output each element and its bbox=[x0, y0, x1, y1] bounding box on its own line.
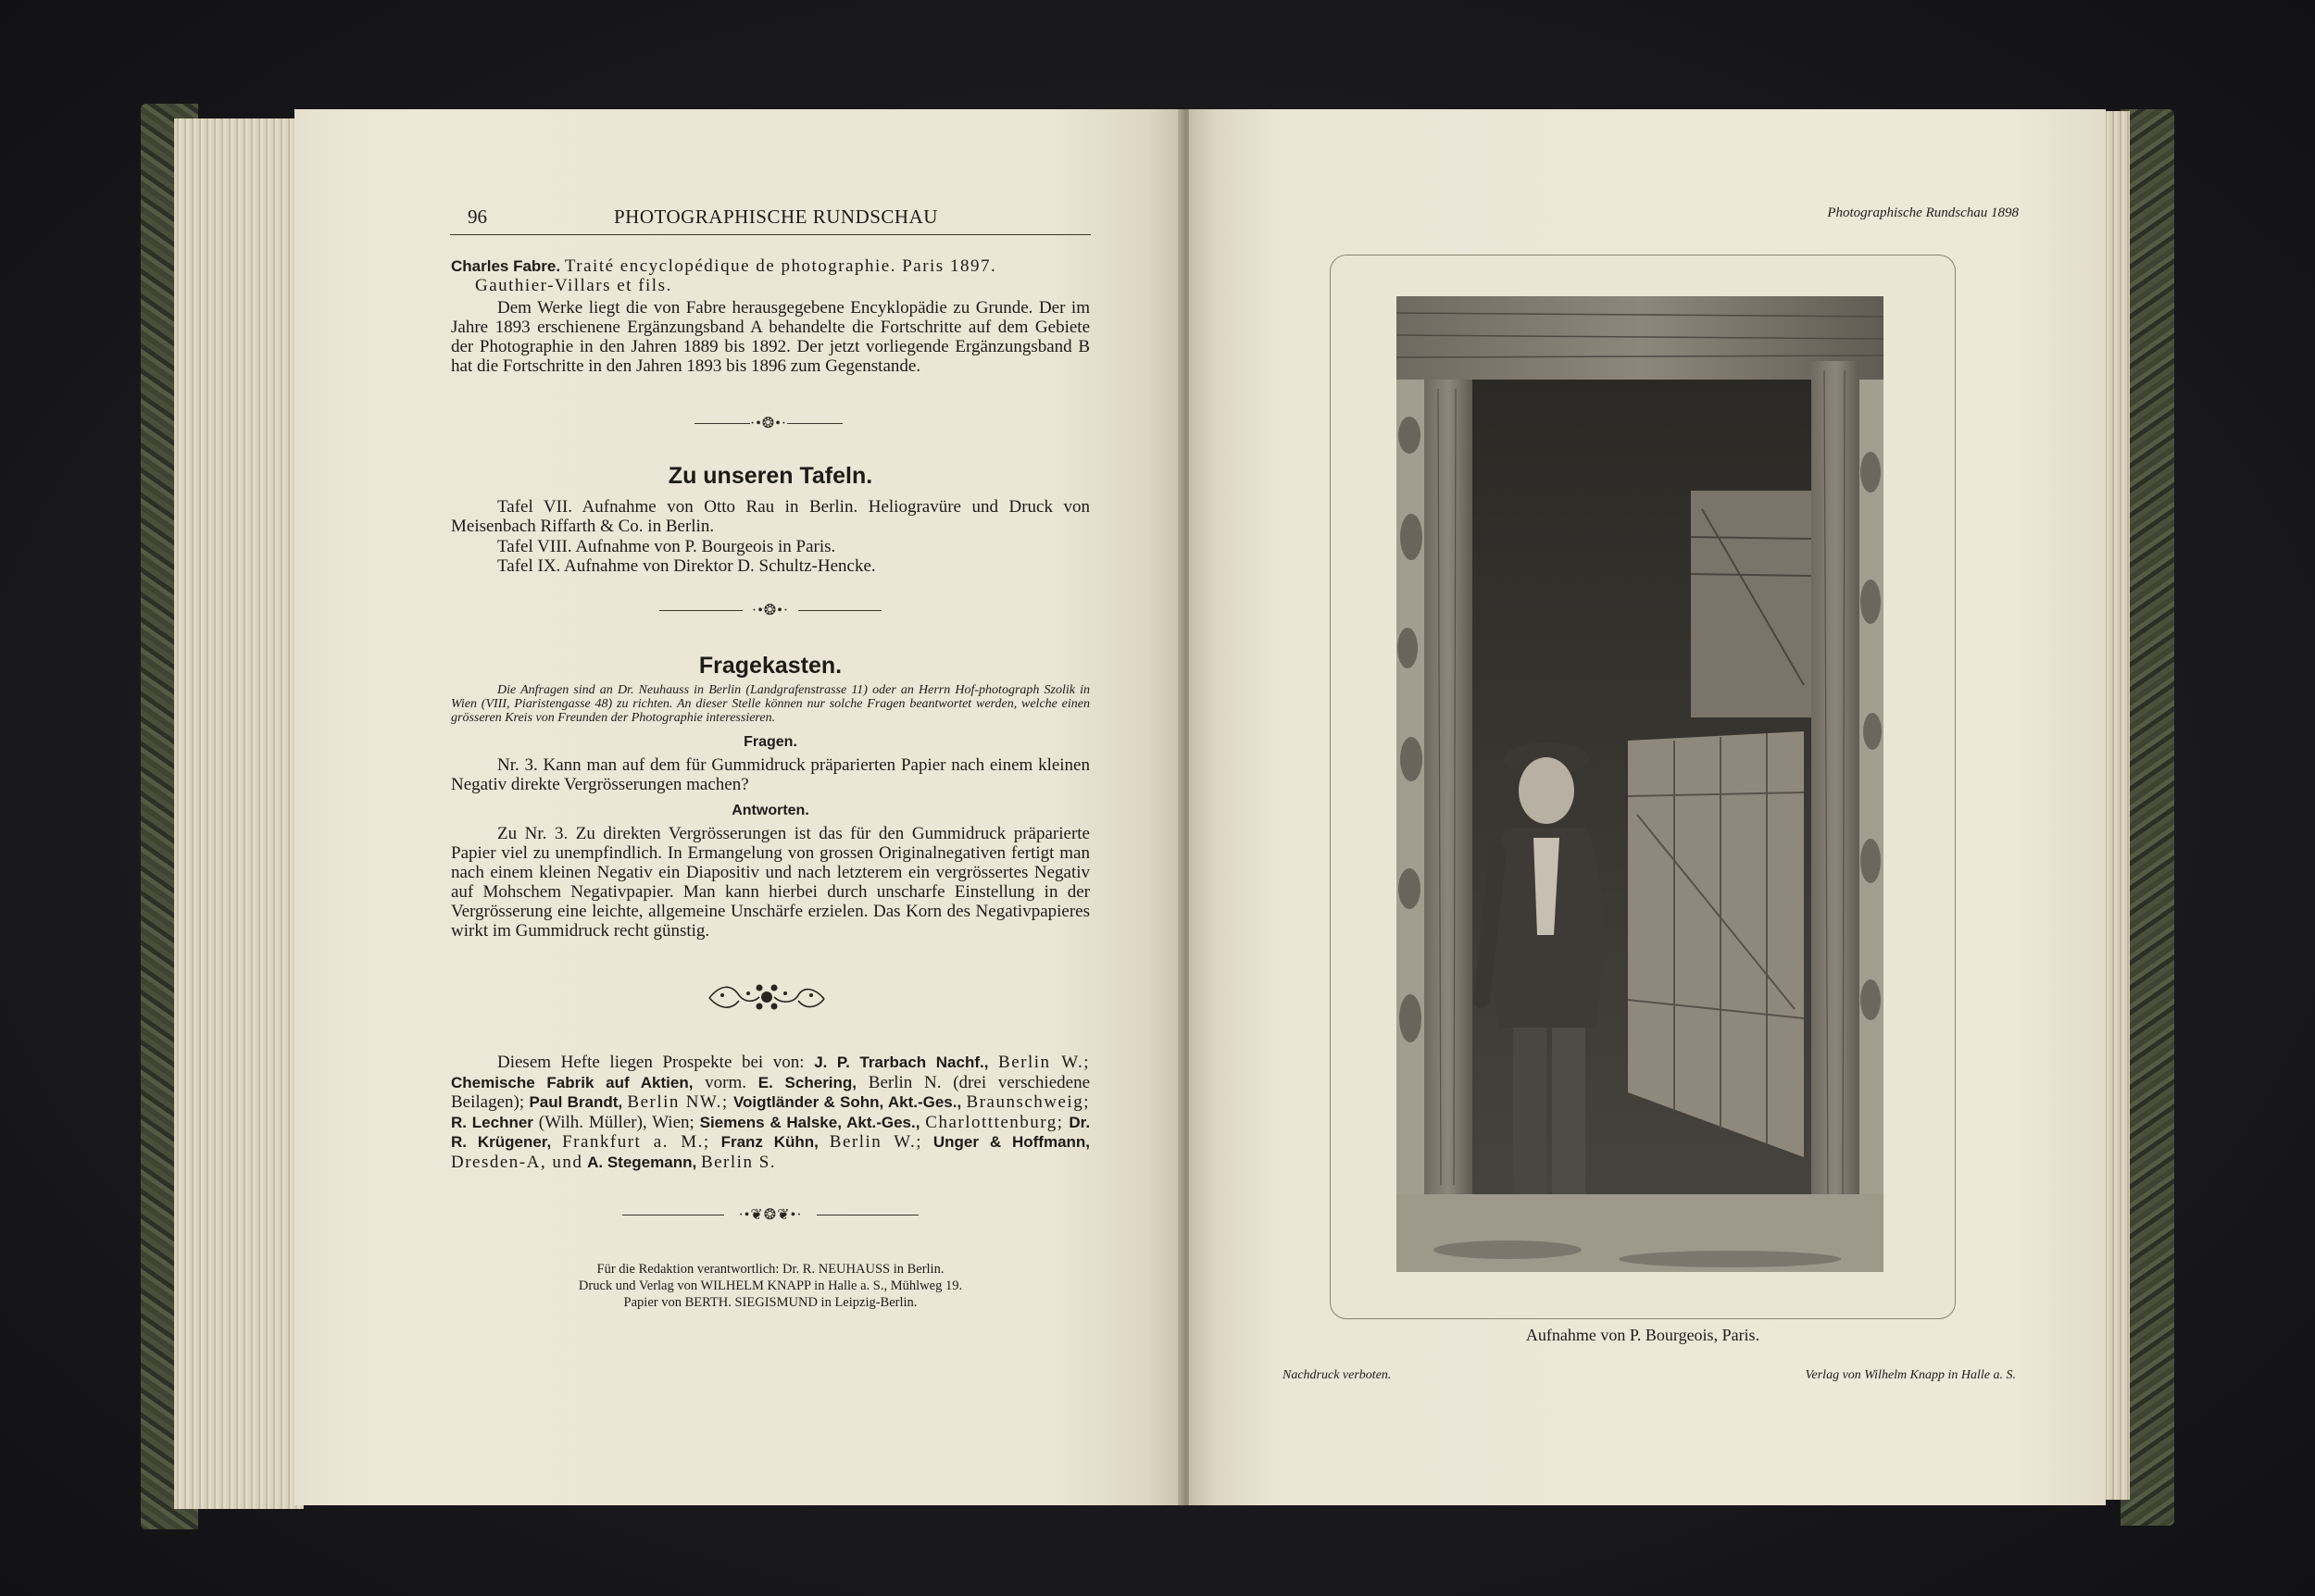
imprint-line-paper: Papier von BERTH. SIEGISMUND in Leipzig-Berlin. bbox=[623, 1295, 918, 1310]
review-author: Charles Fabre. bbox=[451, 257, 561, 275]
tafeln-heading: Zu unseren Tafeln. bbox=[668, 463, 873, 489]
plate-footer-left: Nachdruck verboten. bbox=[1283, 1368, 1392, 1382]
tafel-line-3: Tafel IX. Aufnahme von Direktor D. Schultz-Hencke. bbox=[497, 556, 876, 576]
prospekt-firm: Dr. R. Krügener, bbox=[451, 1113, 1091, 1151]
prospekt-firm: Franz Kühn, bbox=[720, 1133, 819, 1151]
answers-heading: Antworten. bbox=[732, 803, 809, 818]
ornament-divider-1: ·•❂•· bbox=[676, 414, 861, 432]
imprint-line-editor: Für die Redaktion verantwortlich: Dr. R. NEUHAUSS in Berlin. bbox=[596, 1262, 945, 1277]
prospekt-firm: J. P. Trarbach Nachf., bbox=[814, 1054, 989, 1071]
prospekt-firm: Voigtländer & Sohn, Akt.-Ges., bbox=[732, 1093, 962, 1111]
question-nr3: Nr. 3. Kann man auf dem für Gummidruck präparierten Papier nach einem kleinen Negativ direkte Vergrösserungen machen? bbox=[451, 755, 1090, 794]
plate-footer-right: Verlag von Wilhelm Knapp in Halle a. S. bbox=[1805, 1368, 2016, 1382]
prospekte-paragraph bbox=[451, 1053, 1090, 1172]
plate-caption: Aufnahme von P. Bourgeois, Paris. bbox=[1525, 1326, 1760, 1344]
tafel-line-1: Tafel VII. Aufnahme von Otto Rau in Berlin. Heliogravüre und Druck von Meisenbach Riffarth & Co. in Berlin. bbox=[451, 497, 1090, 536]
prospekt-place: Dresden-A, und bbox=[451, 1152, 583, 1172]
review-publisher: Gauthier-Villars et fils. bbox=[475, 276, 672, 295]
page-edges-left bbox=[174, 118, 304, 1509]
answer-nr3: Zu Nr. 3. Zu direkten Vergrösserungen ist das für den Gummidruck präparierte Papier viel zu unempfindlich. In Ermangelung von grossen Originalnegativen fertigt man nach einem kleinen Negativ ein Diapositiv und nach letzterem ein vergrössertes Negativ auf Mohschem Negativpapier. Man kann hierbei durch unscharfe Einstellung in der Vergrösserung eine leichte, allgemeine Unschärfe erzielen. Das Korn des Negativpapieres wirkt im Gummidruck recht günstig. bbox=[451, 824, 1090, 941]
ornament-divider-3: ·•❦❂❦•· bbox=[622, 1205, 919, 1224]
prospekt-place: Berlin W.; bbox=[998, 1053, 1091, 1072]
prospekt-place: Berlin NW.; bbox=[627, 1092, 729, 1112]
prospekt-place: Berlin S. bbox=[700, 1152, 777, 1172]
prospekt-firm: E. Schering, bbox=[757, 1073, 857, 1091]
ornament-divider-2: ·•❂•· bbox=[659, 601, 882, 619]
prospekt-place: Berlin W.; bbox=[829, 1132, 923, 1152]
review-body: Dem Werke liegt die von Fabre herausgegebene Encyklopädie zu Grunde. Der im Jahre 1893 erschienene Ergänzungsband A behandelte die Fortschritte auf dem Gebiete der Photographie in den Jahren 1889 bis 1892. Der jetzt vorliegende Ergänzungsband B hat die Fortschritte in den Jahren 1893 bis 1896 zum Gegenstande. bbox=[451, 298, 1090, 376]
imprint-line-publisher: Druck und Verlag von WILHELM KNAPP in Halle a. S., Mühlweg 19. bbox=[578, 1278, 963, 1293]
prospekt-firm: R. Lechner bbox=[451, 1113, 533, 1131]
floral-ornament bbox=[702, 975, 832, 1021]
prospekt-place: (Wilh. Müller), Wien; bbox=[538, 1112, 694, 1132]
plate-running-head: Photographische Rundschau 1898 bbox=[1827, 206, 2019, 220]
photograph-boy-in-doorway bbox=[1396, 296, 1883, 1272]
prospekt-firm: Siemens & Halske, Akt.-Ges., bbox=[699, 1113, 920, 1131]
review-entry bbox=[451, 256, 1090, 295]
imprint bbox=[451, 1261, 1090, 1311]
review-title: Traité encyclopédique de photographie. Paris 1897. bbox=[564, 256, 997, 276]
page-number: 96 bbox=[468, 206, 487, 228]
prospekt-firm: Unger & Hoffmann, bbox=[932, 1133, 1091, 1151]
prospekt-place: Frankfurt a. M.; bbox=[562, 1132, 710, 1152]
fragekasten-heading: Fragekasten. bbox=[698, 653, 843, 679]
prospekt-firm: A. Stegemann, bbox=[587, 1153, 697, 1171]
tafel-line-2: Tafel VIII. Aufnahme von P. Bourgeois in Paris. bbox=[497, 537, 836, 556]
questions-heading: Fragen. bbox=[744, 734, 797, 750]
prospekte-intro: Diesem Hefte liegen Prospekte bei von: bbox=[497, 1053, 805, 1072]
running-head: PHOTOGRAPHISCHE RUNDSCHAU bbox=[614, 206, 938, 228]
prospekt-firm: Chemische Fabrik auf Aktien, bbox=[451, 1073, 694, 1091]
photo-illustration bbox=[1396, 296, 1883, 1272]
prospekt-firm: Paul Brandt, bbox=[529, 1093, 623, 1111]
prospekt-place: Braunschweig; bbox=[966, 1092, 1090, 1112]
prospekt-place: vorm. bbox=[705, 1072, 747, 1092]
header-rule bbox=[450, 234, 1091, 235]
prospekt-place: Charlotttenburg; bbox=[925, 1112, 1064, 1132]
prospekt-place: Berlin N. (drei verschiedene Beilagen); bbox=[451, 1072, 1091, 1112]
fragekasten-intro: Die Anfragen sind an Dr. Neuhauss in Berlin (Landgrafenstrasse 11) oder an Herrn Hof-photograph Szolik in Wien (VIII, Piaristengasse 48) zu richten. An dieser Stelle können nur solche Fragen beantwortet werden, welche einen grösseren Kreis von Freunden der Photographie interessieren. bbox=[451, 683, 1090, 725]
